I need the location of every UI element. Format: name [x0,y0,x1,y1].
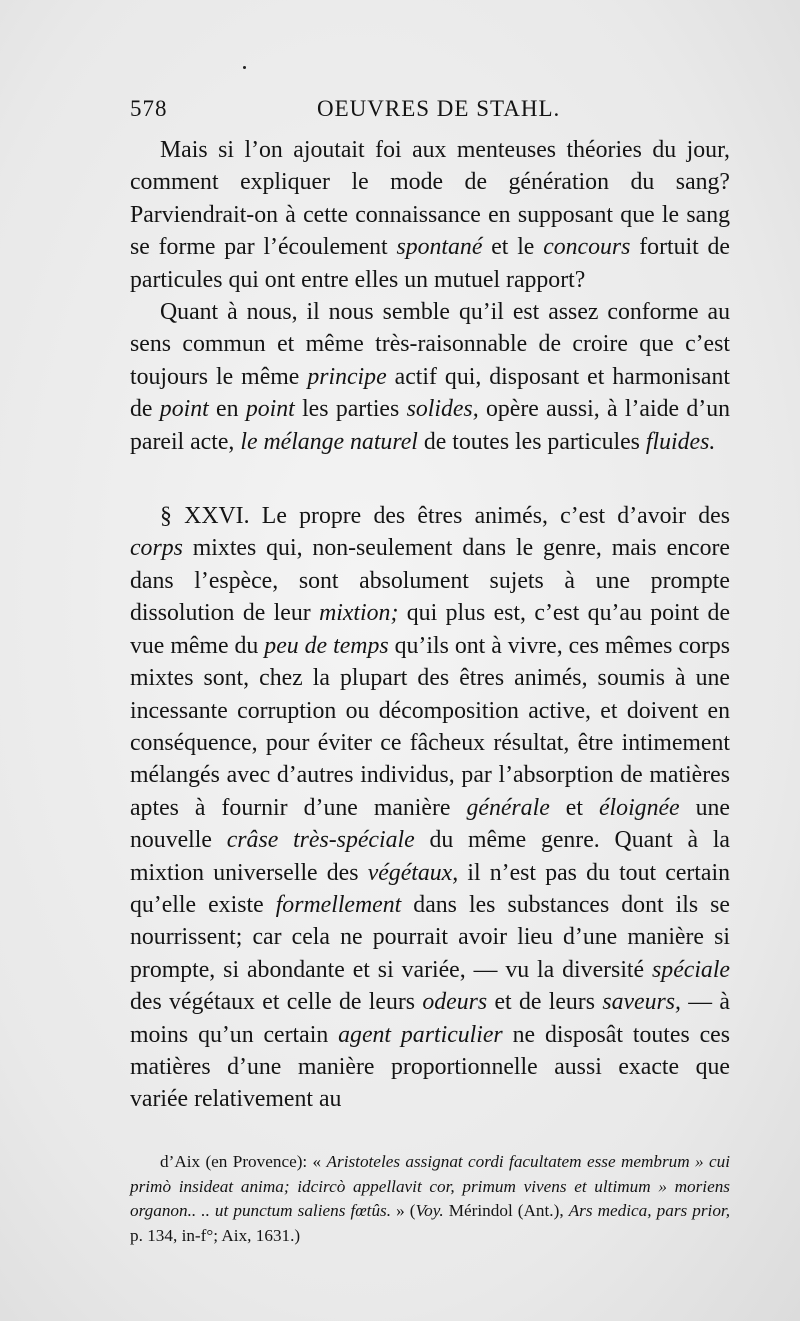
italic-run: végétaux, [367,859,459,886]
text-run: il n’est pas du tout certain qu’elle existe [130,859,730,918]
text-run: p. 134, in-f°; Aix, 1631.) [130,1225,301,1245]
italic-run: peu de temps [264,632,389,659]
text-run: dans les substances dont ils se nourrissent; car cela ne pourrait avoir lieu d’une manière si prompte, si abondante et si variée, — vu la diversité [130,891,730,983]
section-number: § XXVI. [160,503,250,530]
italic-run: mixtion; [319,600,399,627]
text-run: une nouvelle [130,794,730,854]
running-header [130,96,730,126]
page-number: 578 [130,96,168,121]
text-run: et le [482,234,544,261]
italic-run: spéciale [652,956,730,983]
text-run: fortuit de particules qui ont entre elles un mutuel rapport? [130,234,730,293]
italic-run: odeurs [422,989,488,1016]
text-run: qu’ils ont à vivre, ces mêmes corps mixtes sont, chez la plupart des êtres animés, soumis à une incessante corruption ou décomposition active, et doivent en conséquence, pour éviter ce fâcheux résultat, être intimement mélangés avec d’autres individus, par l’absorption de matières aptes à fournir d’une manière [130,632,730,821]
italic-run: Ars medica, pars prior, [568,1201,730,1221]
footnote [130,1150,730,1248]
italic-run: concours [543,234,631,261]
ink-speck [243,66,246,69]
text-run: et de leurs [487,989,603,1016]
text-run: du même genre. Quant à la mixtion universelle des [130,827,730,886]
italic-run: corps [130,535,183,562]
text-run: d’Aix (en Provence): « [160,1152,327,1171]
text-run: ne disposât toutes ces matières d’une manière proportionnelle aussi exacte que variée relativement au [130,1021,730,1113]
text-run: Mérindol (Ant.), [443,1201,569,1221]
italic-run: crâse très-spéciale [226,827,415,854]
footnote-text [130,1150,730,1248]
text-run: actif qui, disposant et harmonisant de [130,363,730,423]
text-run: des végétaux et celle de leurs [130,989,423,1016]
running-title: OEUVRES DE STAHL. [317,96,561,121]
text-run: — à moins qu’un certain [130,989,730,1048]
paragraph-1 [130,134,730,296]
text-run: les parties [294,396,407,423]
italic-run: Voy. [415,1201,444,1221]
paragraph-3 [130,500,730,1116]
italic-run: principe [307,363,387,390]
text-run: Quant à nous, il nous semble qu’il est assez conforme au sens commun et même très-raisonnable de croire que c’est toujours le même [130,299,730,390]
text-run: de toutes les particules [417,428,646,455]
italic-run: spontané [396,234,483,261]
italic-run: générale [466,794,550,821]
italic-run: formellement [275,891,402,918]
italic-run: le mélange naturel [240,428,418,455]
italic-run: fluides. [645,428,716,455]
paragraph-2 [130,296,730,458]
text-run: opère aussi, à l’aide d’un pareil acte, [130,396,731,455]
italic-run: Aristoteles assignat cordi facultatem esse membrum » cui primò insideat anima; idcircò appellavit cor, primum vivens et ultimum » moriens organon.. .. ut punctum saliens fœtûs. [130,1152,730,1221]
italic-run: point [245,396,295,423]
italic-run: éloignée [599,794,680,821]
text-run: » ( [391,1201,416,1221]
italic-run: point [159,396,209,423]
text-run: Mais si l’on ajoutait foi aux menteuses théories du jour, comment expliquer le mode de génération du sang? Parviendrait-on à cette connaissance en supposant que le sang se forme par l’écoulement [130,137,730,261]
text-run: en [208,396,246,423]
italic-run: saveurs, [602,989,681,1016]
text-run: Le propre des êtres animés, c’est d’avoir des [249,503,730,530]
italic-run: solides, [406,396,479,423]
text-run: mixtes qui, non-seulement dans le genre, mais encore dans l’espèce, sont absolument sujets à une prompte dissolution de leur [130,535,730,627]
text-run: qui plus est, c’est qu’au point de vue même du [130,600,731,659]
text-run: et [549,794,599,821]
main-text [130,134,730,1116]
italic-run: agent particulier [338,1021,503,1048]
